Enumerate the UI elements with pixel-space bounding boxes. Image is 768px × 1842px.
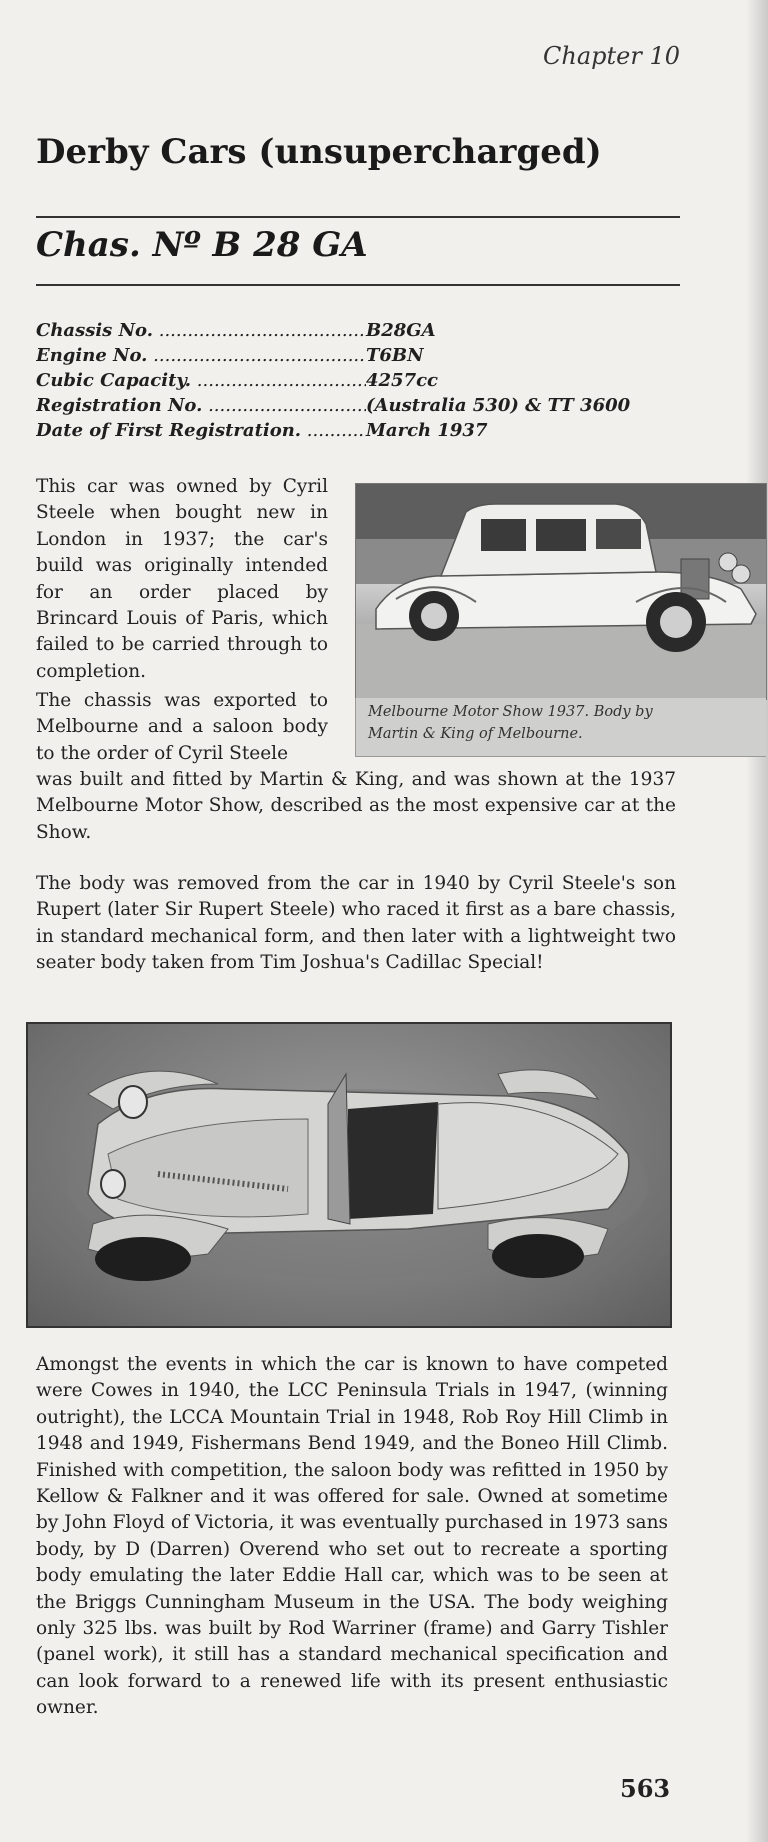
photo-caption-box [355, 698, 766, 757]
spec-label: Cubic Capacity. ..... [36, 368, 366, 393]
spec-value: 4257cc [366, 370, 439, 391]
spec-label: Chassis No. ..... [36, 318, 366, 343]
page-heading: Derby Cars (unsupercharged) [36, 132, 602, 172]
photo-caption: Melbourne Motor Show 1937. Body by Martin & King of Melbourne. [368, 704, 653, 742]
paragraph-history: Amongst the events in which the car is known to have competed were Cowes in 1940, the LCC Peninsula Trials in 1947, (winning outright), the LCCA Mountain Trial in 1948, Rob Roy Hill Climb in 1948 and 1949, Fishermans Bend 1949, and the Boneo Hill Climb. Finished with competition, the saloon body was refitted in 1950 by Kellow & Falkner and it was offered for sale. Owned at sometime by John Floyd of Victoria, it was eventually purchased in 1973 sans body, by D (Darren) Overend who set out to recreate a sporting body emulating the later Eddie Hall car, which was to be seen at the Briggs Cunningham Museum in the USA. The body weighing only 325 lbs. was built by Rod Warriner (frame) and Garry Tishler (panel work), it still has a standard mechanical specification and can look forward to a renewed life with its present enthusiastic owner. [36, 1354, 668, 1719]
heading-rule [36, 216, 680, 218]
spec-row [36, 393, 656, 418]
subheading-rule [36, 284, 680, 286]
chapter-label: Chapter 10 [543, 42, 680, 70]
spec-row [36, 368, 656, 393]
spec-label: Registration No. ..... [36, 393, 366, 418]
paragraph-racing: The body was removed from the car in 1940 by Cyril Steele's son Rupert (later Sir Rupert Steele) who raced it first as a bare chassis, in standard mechanical form, and then later with a lightweight two seater body taken from Tim Joshua's Cadillac Special! [36, 873, 676, 974]
paragraph-export-b: was built and fitted by Martin & King, and was shown at the 1937 Melbourne Motor Show, described as the most expensive car at the Show. [36, 769, 676, 843]
saloon-photo [355, 483, 767, 700]
spec-row [36, 343, 656, 368]
saloon-car-image [356, 484, 766, 699]
page-number: 563 [620, 1774, 671, 1803]
roadster-car-image [28, 1024, 670, 1326]
spec-value: T6BN [366, 345, 424, 366]
paragraph-ownership: This car was owned by Cyril Steele when bought new in London in 1937; the car's build was originally intended for an order placed by Brincard Louis of Paris, which failed to be carried through to completion. [36, 476, 328, 682]
spec-label: Date of First Registration. ..... [36, 418, 366, 443]
spec-value: (Australia 530) & TT 3600 [366, 395, 631, 416]
spec-table [36, 318, 656, 443]
paragraph-export-a: The chassis was exported to Melbourne and a saloon body to the order of Cyril Steele [36, 690, 328, 764]
roadster-photo [26, 1022, 672, 1328]
spec-value: March 1937 [366, 420, 488, 441]
spec-row [36, 318, 656, 343]
chassis-heading: Chas. Nº B 28 GA [36, 225, 368, 265]
spec-row [36, 418, 656, 443]
page-edge-shadow [746, 0, 768, 1842]
spec-value: B28GA [366, 320, 436, 341]
spec-label: Engine No. ..... [36, 343, 366, 368]
